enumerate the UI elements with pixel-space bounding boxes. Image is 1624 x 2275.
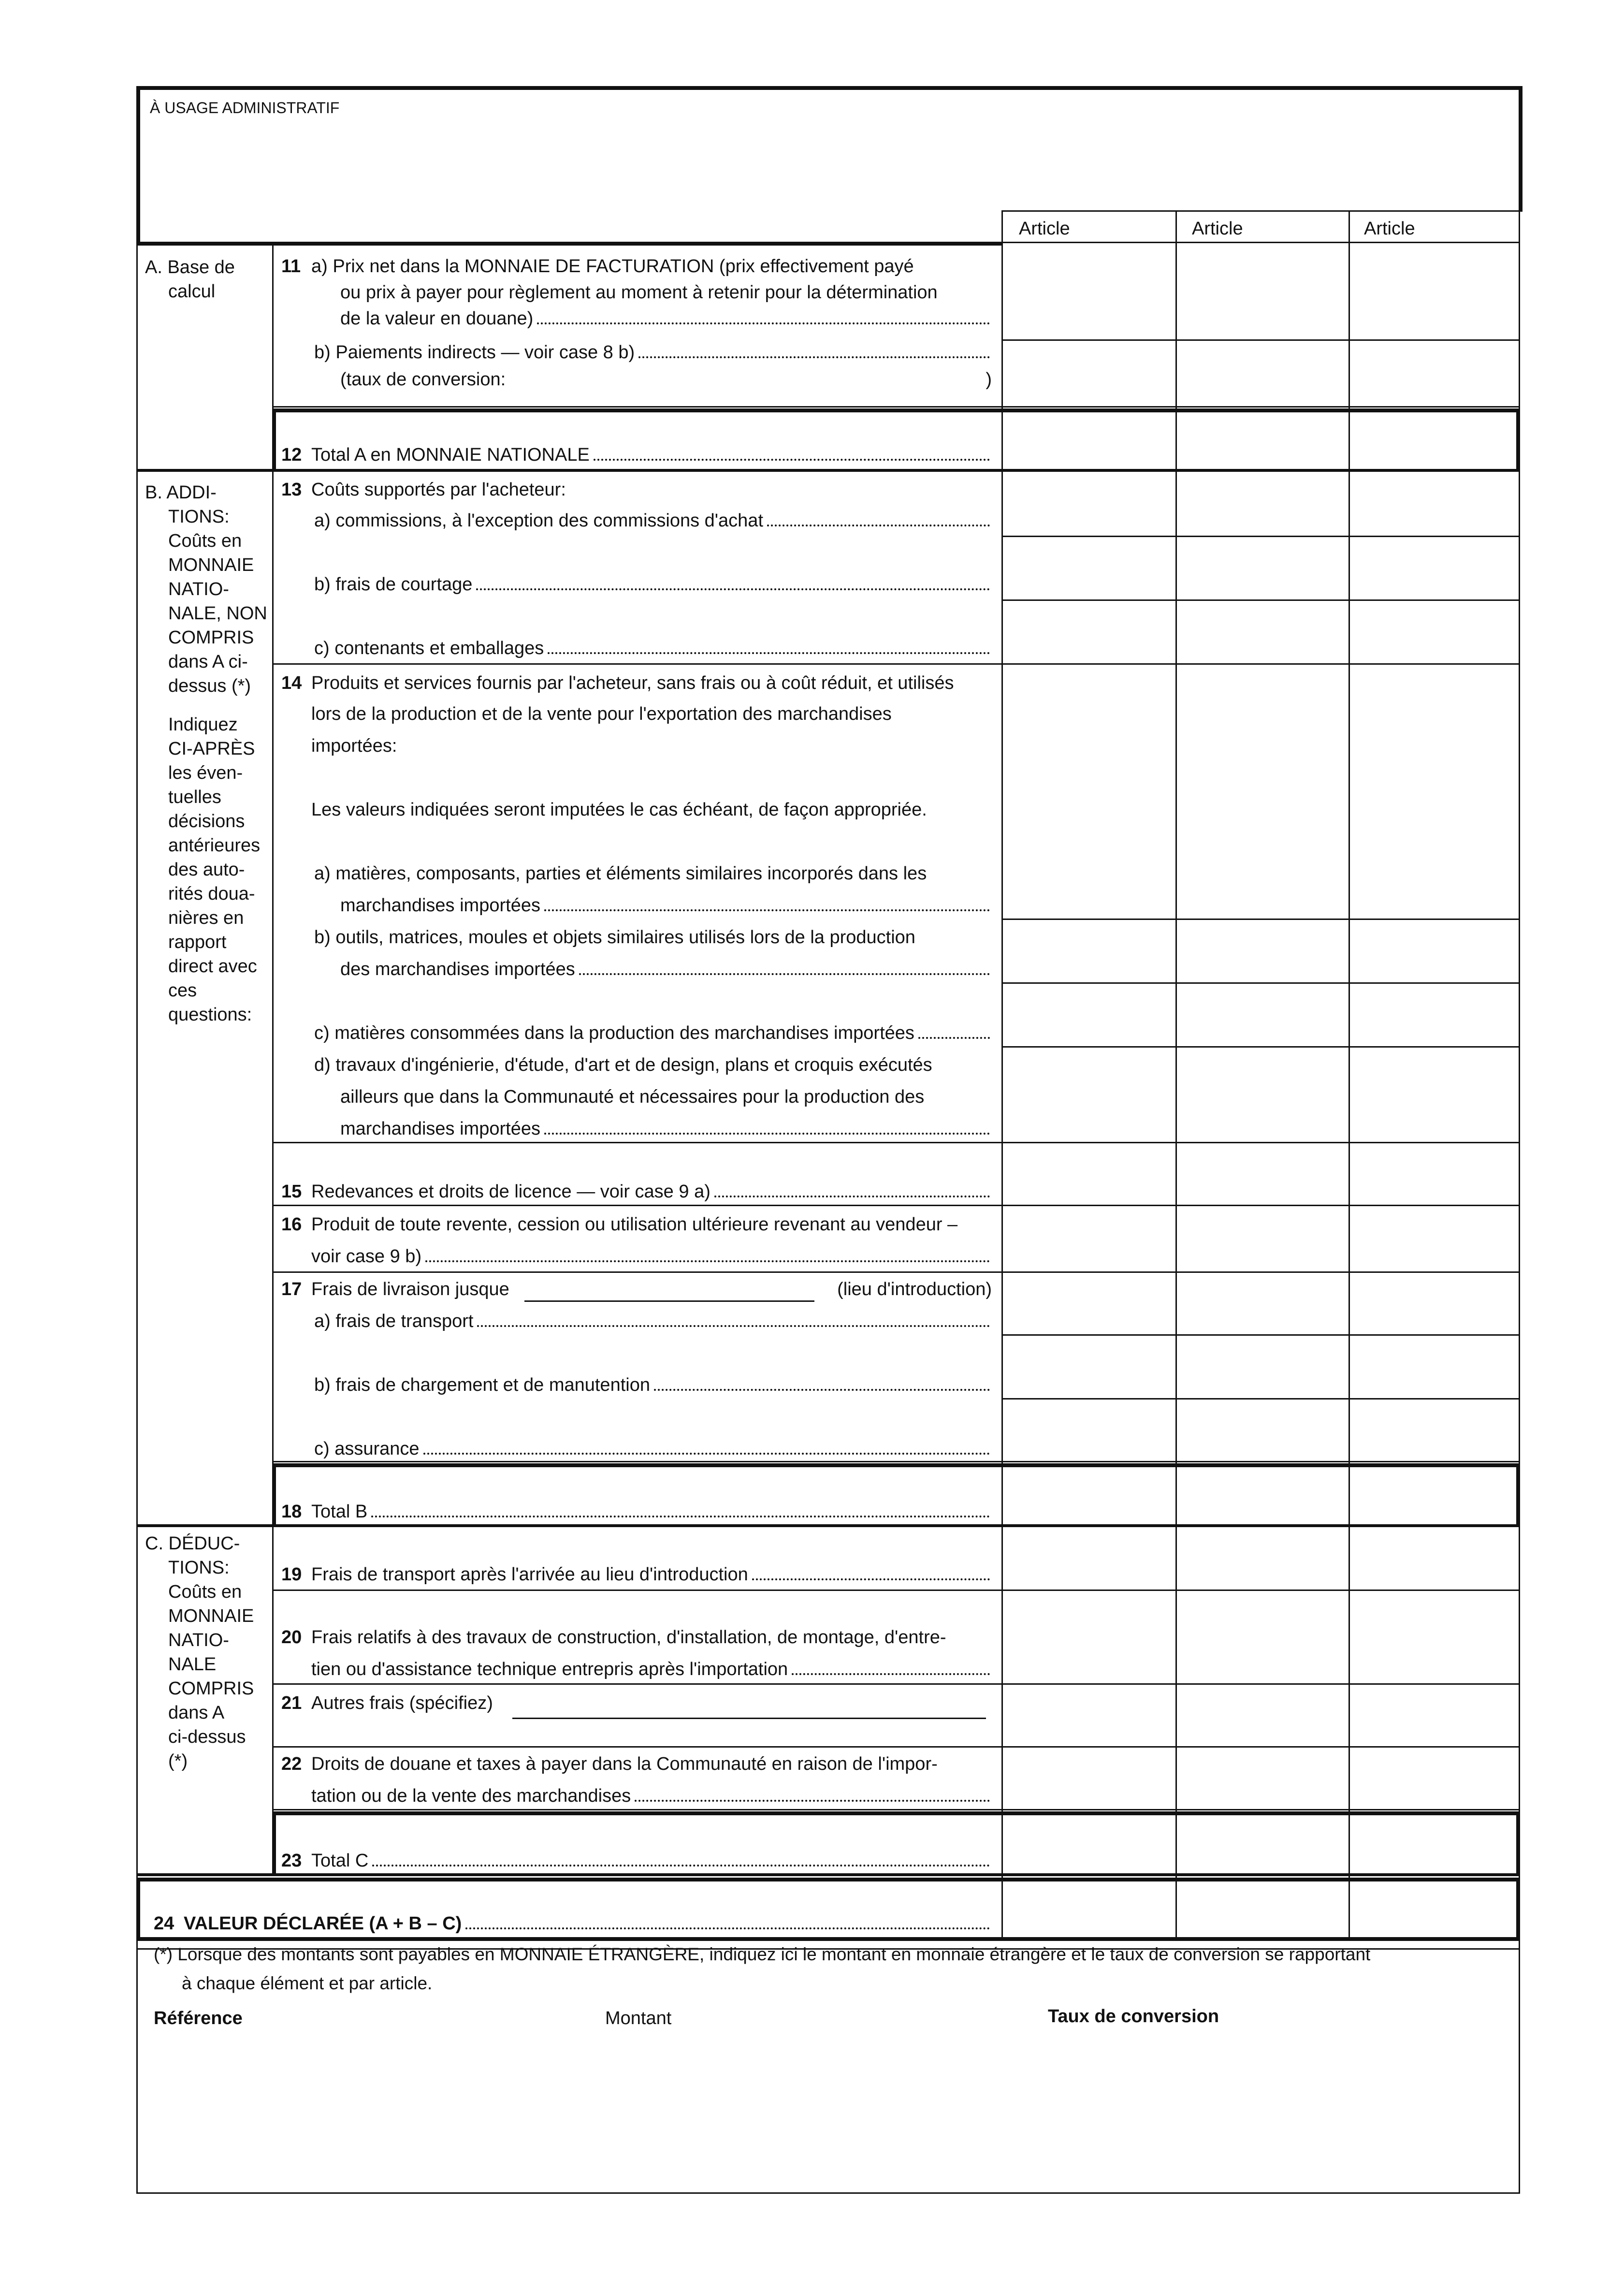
item-20-text: Frais relatifs à des travaux de construction, d'installation, de montage, d'entre- [311, 1627, 946, 1648]
row-23-left-heavy [272, 1811, 276, 1874]
article-cell[interactable] [1179, 986, 1347, 1044]
leader-dots [544, 1132, 990, 1135]
item-14b-text: b) outils, matrices, moules et objets similaires utilisés lors de la production [314, 927, 915, 948]
leader-dots [594, 458, 990, 461]
section-b-line: NATIO- [168, 579, 229, 599]
row-20-bottom [272, 1683, 1520, 1685]
item-24 [154, 1912, 992, 1935]
item-18-text: Total B [311, 1502, 368, 1522]
item-17-text: Frais de livraison jusque [311, 1279, 509, 1299]
section-b-line: B. ADDI- [145, 482, 217, 503]
section-b-line: CI-APRÈS [168, 739, 255, 759]
article-cell[interactable] [1179, 539, 1347, 598]
item-17-number: 17 [281, 1279, 302, 1299]
article-cell[interactable] [1352, 1275, 1517, 1332]
footnote-line2: à chaque élément et par article. [182, 1973, 433, 1993]
item-19-number: 19 [281, 1564, 302, 1585]
item-13b [281, 573, 992, 596]
item-21-specify-line [512, 1718, 986, 1719]
item-13 [281, 479, 992, 501]
article-cell[interactable] [1352, 667, 1517, 917]
footnote-bottom [136, 2192, 1520, 2194]
article-cell[interactable] [1352, 1817, 1517, 1871]
row-21-bottom [272, 1746, 1520, 1748]
article-cell[interactable] [1352, 1750, 1517, 1807]
section-a-bottom [136, 469, 1520, 472]
article-cell[interactable] [1352, 922, 1517, 980]
article-cell[interactable] [1179, 1529, 1347, 1588]
item-22-text-2: tation ou de la vente des marchandises [311, 1786, 631, 1806]
article-cell[interactable] [1005, 603, 1174, 661]
row-19-bottom [272, 1590, 1520, 1591]
leader-dots [635, 1799, 990, 1802]
section-divider [272, 242, 274, 1876]
article-cell[interactable] [1179, 1469, 1347, 1522]
section-b-line: décisions [168, 811, 245, 831]
article-cell[interactable] [1179, 1817, 1347, 1871]
row-13a-bottom [1001, 536, 1520, 537]
item-14-note-text: Les valeurs indiquées seront imputées le cas échéant, de façon appropriée. [311, 800, 927, 820]
section-b-line: dessus (*) [168, 676, 251, 696]
section-b-line: TIONS: [168, 507, 230, 527]
leader-dots [714, 1195, 990, 1197]
section-b-line: tuelles [168, 787, 221, 807]
item-17 [281, 1278, 992, 1300]
section-b-line: Indiquez [168, 715, 238, 735]
article-cell[interactable] [1352, 1687, 1517, 1744]
article-cell[interactable] [1179, 245, 1347, 337]
item-11b-text: b) Paiements indirects — voir case 8 b) [314, 342, 635, 363]
row-11a-bottom [1001, 339, 1520, 341]
leader-dots [423, 1452, 990, 1455]
item-20-line1 [281, 1626, 992, 1648]
leader-dots [544, 909, 990, 911]
item-17b [281, 1374, 992, 1396]
section-b-line: dans A ci- [168, 652, 248, 672]
article-cell[interactable] [1352, 1050, 1517, 1140]
admin-box-right [1519, 86, 1522, 212]
section-c-line: C. DÉDUC- [145, 1533, 240, 1554]
section-b-line: ces [168, 980, 197, 1001]
article-cell[interactable] [1352, 1593, 1517, 1681]
article-cell[interactable] [1179, 474, 1347, 534]
leader-dots [425, 1260, 990, 1262]
item-14d-line2 [281, 1086, 992, 1108]
item-14a-line1 [281, 862, 992, 885]
item-14c-text: c) matières consommées dans la production des marchandises importées [314, 1023, 914, 1043]
item-14a-text: a) matières, composants, parties et éléments similaires incorporés dans les [314, 863, 927, 884]
admin-box-top [136, 86, 1522, 90]
article-cell[interactable] [1005, 922, 1174, 980]
item-23-number: 23 [281, 1851, 302, 1871]
header-bottom [1001, 242, 1520, 243]
article-cell[interactable] [1005, 1529, 1174, 1588]
article-cell[interactable] [1352, 414, 1517, 467]
row-24-right-heavy [1516, 1878, 1520, 1940]
item-12-text: Total A en MONNAIE NATIONALE [311, 445, 590, 465]
item-17a-text: a) frais de transport [314, 1311, 474, 1331]
item-14-line1 [281, 672, 992, 694]
section-c-line: NALE [168, 1654, 217, 1675]
article-cell[interactable] [1005, 1401, 1174, 1459]
leader-dots [918, 1036, 990, 1039]
article-cell[interactable] [1352, 1883, 1517, 1935]
row-12-left-heavy [272, 408, 276, 470]
item-22-number: 22 [281, 1754, 302, 1774]
article-cell[interactable] [1352, 1469, 1517, 1522]
article-cell[interactable] [1179, 1401, 1347, 1459]
item-23 [281, 1850, 992, 1872]
item-17b-text: b) frais de chargement et de manutention [314, 1375, 650, 1395]
item-24-text: VALEUR DÉCLARÉE (A + B – C) [184, 1913, 462, 1934]
item-14-number: 14 [281, 673, 302, 693]
article-cell[interactable] [1005, 1593, 1174, 1681]
item-12 [281, 444, 992, 466]
item-14b-line1 [281, 926, 992, 948]
section-a-line: calcul [168, 281, 216, 302]
item-19-text: Frais de transport après l'arrivée au lieu d'introduction [311, 1564, 748, 1585]
admin-box-left [136, 86, 140, 246]
article-cell[interactable] [1005, 474, 1174, 534]
article-cell[interactable] [1005, 1145, 1174, 1203]
article-cell[interactable] [1179, 1687, 1347, 1744]
row-23-right-heavy [1516, 1811, 1520, 1874]
article-cell[interactable] [1179, 667, 1347, 917]
leader-dots [465, 1927, 990, 1929]
item-14d-line3 [281, 1118, 992, 1140]
leader-dots [476, 588, 990, 590]
section-b-line: nières en [168, 908, 244, 928]
article-cell[interactable] [1005, 1208, 1174, 1269]
item-13c [281, 637, 992, 659]
item-15-number: 15 [281, 1181, 302, 1202]
outer-left [136, 242, 138, 1949]
article-cell[interactable] [1179, 603, 1347, 661]
section-b-line: Coûts en [168, 531, 242, 551]
footnote-left [136, 1937, 138, 2193]
item-11b-rate-label: (taux de conversion: [340, 369, 506, 390]
item-11a-text: a) Prix net dans la MONNAIE DE FACTURATION (prix effectivement payé [311, 256, 914, 277]
article-cell[interactable] [1179, 1050, 1347, 1140]
article-cell[interactable] [1179, 1208, 1347, 1269]
item-11a-line1 [281, 255, 992, 277]
item-21-number: 21 [281, 1693, 302, 1713]
leader-dots [654, 1388, 990, 1391]
leader-dots [792, 1673, 990, 1675]
section-c-line: TIONS: [168, 1558, 230, 1578]
footnote-right [1519, 1937, 1520, 2193]
item-14-text-3: importées: [311, 736, 397, 756]
item-14a-line2 [281, 894, 992, 917]
article-cell[interactable] [1352, 986, 1517, 1044]
item-12-number: 12 [281, 445, 302, 465]
footnote-col-rate: Taux de conversion [1048, 2006, 1219, 2027]
item-14-line2 [281, 703, 992, 725]
leader-dots [579, 973, 990, 975]
item-14a-text-2: marchandises importées [340, 895, 540, 916]
article-cell[interactable] [1005, 414, 1174, 467]
section-c-line: dans A [168, 1703, 225, 1723]
item-21 [281, 1692, 992, 1714]
article-cell[interactable] [1179, 922, 1347, 980]
article-cell[interactable] [1352, 1145, 1517, 1203]
row-24-bottom-heavy [136, 1937, 1520, 1941]
row-24-left-heavy [136, 1878, 140, 1940]
item-13-text: Coûts supportés par l'acheteur: [311, 480, 566, 500]
row-17b-bottom [1001, 1398, 1520, 1400]
item-18-number: 18 [281, 1502, 302, 1522]
item-14-text: Produits et services fournis par l'acheteur, sans frais ou à coût réduit, et utilisés [311, 673, 954, 693]
article-cell[interactable] [1179, 1883, 1347, 1935]
item-19 [281, 1563, 992, 1586]
section-c-bottom [136, 1873, 1520, 1876]
article-cell[interactable] [1179, 343, 1347, 404]
item-17-place-line [524, 1300, 814, 1302]
item-16-text-2: voir case 9 b) [311, 1246, 422, 1267]
article-cell[interactable] [1005, 667, 1174, 917]
leader-dots [638, 356, 990, 358]
item-18 [281, 1501, 992, 1523]
item-13b-text: b) frais de courtage [314, 574, 473, 595]
item-11a-line2 [281, 281, 992, 304]
row-14b-bottom [1001, 982, 1520, 984]
row-12-top-heavy [272, 408, 1520, 412]
item-22-line1 [281, 1753, 992, 1775]
row-12-right-heavy [1516, 408, 1520, 470]
item-14c [281, 1022, 992, 1044]
item-14-note [281, 799, 992, 821]
item-16-line2 [281, 1245, 992, 1268]
item-23-text: Total C [311, 1851, 369, 1871]
item-20-number: 20 [281, 1627, 302, 1648]
item-14b-line2 [281, 958, 992, 980]
article-cell[interactable] [1352, 1338, 1517, 1396]
article-cell[interactable] [1005, 1687, 1174, 1744]
article-cell[interactable] [1352, 1529, 1517, 1588]
item-17a [281, 1310, 992, 1332]
item-11a-line3 [281, 307, 992, 330]
section-b-line: rapport [168, 932, 227, 952]
leader-dots [477, 1325, 990, 1327]
item-11a-text-2: ou prix à payer pour règlement au moment à retenir pour la détermination [340, 282, 938, 303]
section-b-line: questions: [168, 1005, 252, 1025]
article-cell[interactable] [1352, 245, 1517, 337]
section-b-label [145, 481, 267, 1027]
item-20-text-2: tien ou d'assistance technique entrepris après l'importation [311, 1659, 788, 1679]
item-22-text: Droits de douane et taxes à payer dans la Communauté en raison de l'impor- [311, 1754, 938, 1774]
row-23-top-heavy [272, 1811, 1520, 1815]
article-cell[interactable] [1179, 1593, 1347, 1681]
row-14a-bottom [1001, 919, 1520, 920]
article-cell[interactable] [1005, 539, 1174, 598]
article-cell[interactable] [1352, 603, 1517, 661]
item-17c-text: c) assurance [314, 1439, 420, 1459]
section-c-line: (*) [168, 1751, 188, 1771]
section-c-line: NATIO- [168, 1630, 229, 1650]
row-18-left-heavy [272, 1463, 276, 1525]
article-cell[interactable] [1005, 1883, 1174, 1935]
article-cell[interactable] [1179, 414, 1347, 467]
section-b-line: les éven- [168, 763, 243, 783]
admin-box-bottom [136, 242, 1001, 246]
section-b-line: direct avec [168, 956, 257, 977]
item-14d-text-2: ailleurs que dans la Communauté et nécessaires pour la production des [340, 1087, 925, 1107]
article-cell[interactable] [1005, 1469, 1174, 1522]
row-14-bottom [272, 1142, 1520, 1143]
row-13b-bottom [1001, 599, 1520, 601]
article-cell[interactable] [1352, 343, 1517, 404]
section-b-line [145, 698, 267, 713]
article-header-2: Article [1192, 219, 1243, 239]
item-14d-text: d) travaux d'ingénierie, d'étude, d'art et de design, plans et croquis exécutés [314, 1055, 932, 1075]
item-17-place-label: (lieu d'introduction) [837, 1279, 992, 1299]
row-13-bottom [272, 663, 1520, 665]
section-a-label [145, 255, 235, 304]
item-14d-line1 [281, 1054, 992, 1076]
item-11b-line2 [281, 368, 992, 391]
article-cell[interactable] [1005, 1817, 1174, 1871]
footnote-entry-area[interactable] [145, 2035, 1513, 2185]
row-15-bottom [272, 1205, 1520, 1206]
item-14-text-2: lors de la production et de la vente pour l'exportation des marchandises [311, 704, 892, 724]
item-22-line2 [281, 1785, 992, 1807]
article-header-1: Article [1019, 219, 1070, 239]
row-17-bottom [272, 1461, 1520, 1462]
admin-area[interactable] [145, 121, 1513, 237]
leader-dots [371, 1515, 990, 1517]
article-header-3: Article [1364, 219, 1415, 239]
item-14d-text-3: marchandises importées [340, 1119, 540, 1139]
article-cell[interactable] [1179, 1275, 1347, 1332]
item-16-text: Produit de toute revente, cession ou utilisation ultérieure revenant au vendeur – [311, 1214, 958, 1235]
article-cell[interactable] [1005, 245, 1174, 337]
row-22-bottom [272, 1809, 1520, 1810]
section-b-bottom [136, 1524, 1520, 1527]
item-13c-text: c) contenants et emballages [314, 638, 544, 658]
article-cell[interactable] [1179, 1145, 1347, 1203]
item-24-number: 24 [154, 1913, 174, 1934]
article-cell[interactable] [1352, 1208, 1517, 1269]
article-cell[interactable] [1179, 1338, 1347, 1396]
article-cell[interactable] [1005, 1050, 1174, 1140]
row-18-right-heavy [1516, 1463, 1520, 1525]
article-cell[interactable] [1352, 1401, 1517, 1459]
article-cell[interactable] [1352, 474, 1517, 534]
row-16-bottom [272, 1271, 1520, 1273]
item-11b-rate-close: ) [986, 369, 992, 390]
section-b-line: NALE, NON [168, 603, 267, 624]
article-cell[interactable] [1005, 1275, 1174, 1332]
footnote-col-amount: Montant [605, 2008, 672, 2028]
item-11a-text-3: de la valeur en douane) [340, 308, 534, 329]
section-b-line: des auto- [168, 860, 245, 880]
article-cell[interactable] [1005, 986, 1174, 1044]
leader-dots [767, 524, 990, 526]
row-17a-bottom [1001, 1334, 1520, 1336]
item-11-number: 11 [281, 256, 301, 277]
section-b-line: COMPRIS [168, 627, 254, 648]
leader-dots [548, 652, 990, 654]
item-13a-text: a) commissions, à l'exception des commissions d'achat [314, 510, 763, 531]
section-b-line: rités doua- [168, 884, 255, 904]
article-cell[interactable] [1179, 1750, 1347, 1807]
article-cell[interactable] [1005, 1338, 1174, 1396]
leader-dots [537, 322, 990, 324]
leader-dots [372, 1864, 990, 1867]
footnote-col-reference: Référence [154, 2008, 243, 2028]
item-16-line1 [281, 1213, 992, 1236]
item-16-number: 16 [281, 1214, 302, 1235]
row-11-bottom [272, 406, 1520, 408]
article-cell[interactable] [1005, 343, 1174, 404]
article-cell[interactable] [1352, 539, 1517, 598]
admin-label: À USAGE ADMINISTRATIF [150, 99, 340, 117]
item-13-number: 13 [281, 480, 302, 500]
item-17c [281, 1438, 992, 1460]
section-c-line: Coûts en [168, 1582, 242, 1602]
row-18-top-heavy [272, 1463, 1520, 1467]
section-a-line: A. Base de [145, 257, 235, 277]
section-c-label [145, 1531, 254, 1773]
row-24-top-heavy [136, 1878, 1520, 1881]
section-b-line: antérieures [168, 835, 261, 856]
item-11b-line1 [281, 341, 992, 364]
section-c-line: ci-dessus [168, 1727, 246, 1747]
footnote-line1: (*) Lorsque des montants sont payables en MONNAIE ÉTRANGÈRE, indiquez ici le montant en monnaie étrangère et le taux de conversion se rapportant [154, 1944, 1371, 1964]
item-15 [281, 1181, 992, 1203]
article-cell[interactable] [1005, 1750, 1174, 1807]
item-14b-text-2: des marchandises importées [340, 959, 575, 979]
item-21-text: Autres frais (spécifiez) [311, 1693, 493, 1713]
item-14-line3 [281, 735, 992, 757]
section-b-line: MONNAIE [168, 555, 254, 575]
section-c-line: MONNAIE [168, 1606, 254, 1626]
section-c-line: COMPRIS [168, 1678, 254, 1699]
leader-dots [752, 1578, 990, 1580]
item-15-text: Redevances et droits de licence — voir case 9 a) [311, 1181, 710, 1202]
item-20-line2 [281, 1658, 992, 1680]
item-13a [281, 510, 992, 532]
row-14c-bottom [1001, 1046, 1520, 1048]
